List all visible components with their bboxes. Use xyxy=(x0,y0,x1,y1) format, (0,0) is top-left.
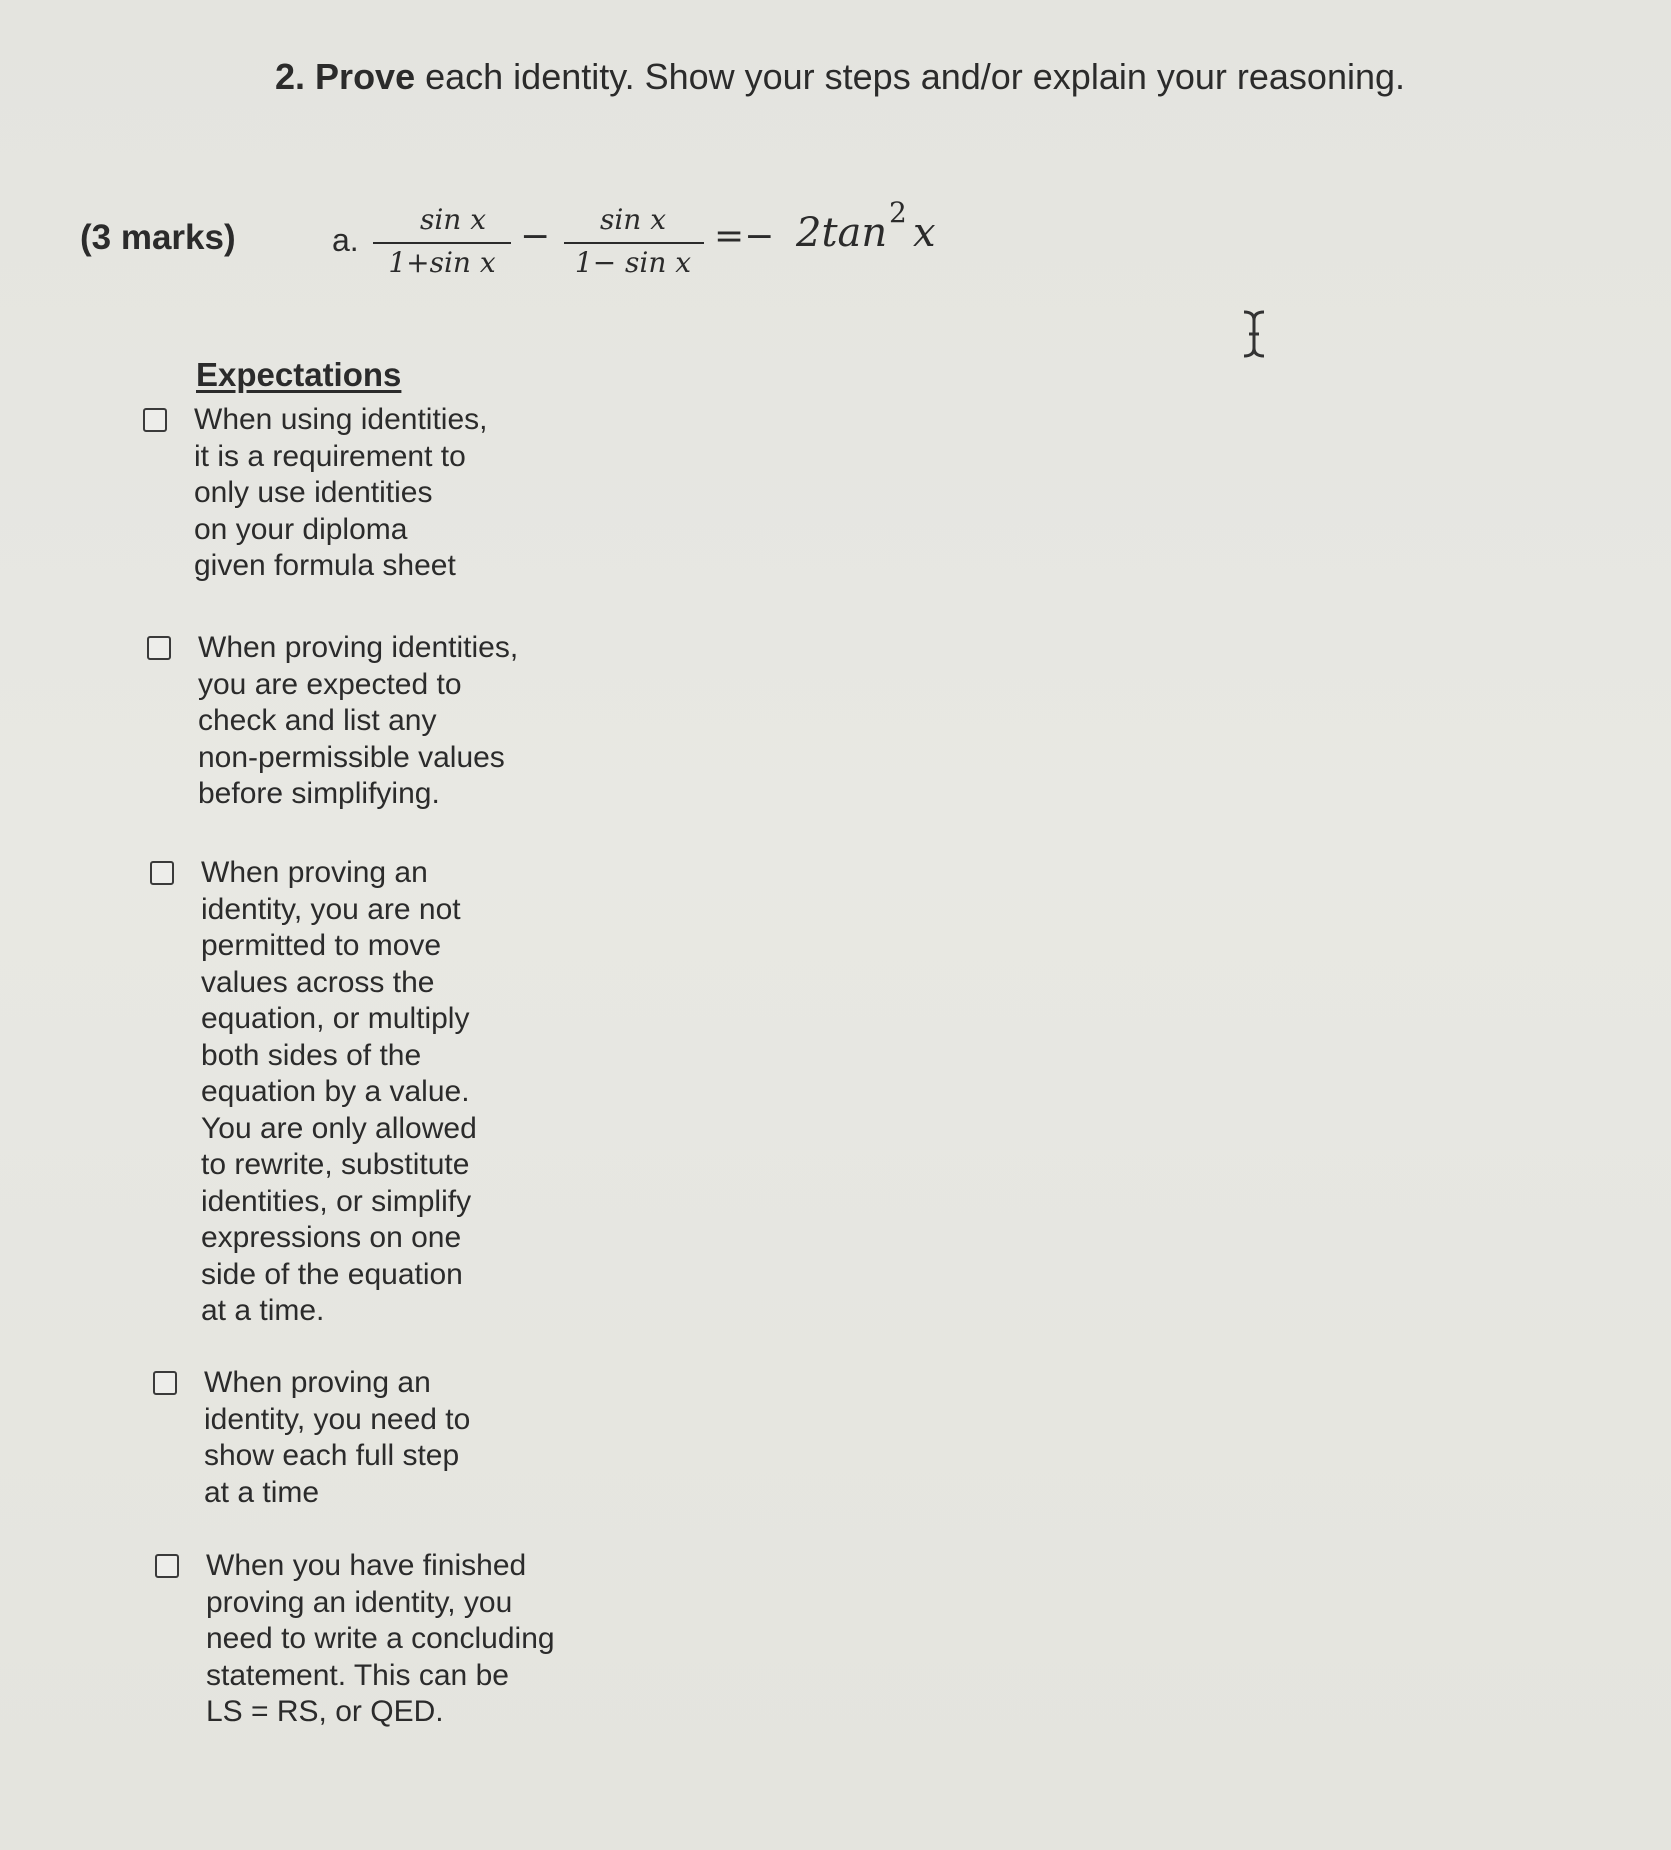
expectation-line: need to write a concluding xyxy=(206,1622,555,1655)
expectation-line: to rewrite, substitute xyxy=(201,1148,470,1181)
rhs-expression: 2tan xyxy=(796,210,888,256)
expectation-line: When proving identities, xyxy=(198,631,519,664)
expectation-line: When using identities, xyxy=(194,403,488,436)
expectation-line: identity, you need to xyxy=(204,1402,471,1436)
expectation-line: given formula sheet xyxy=(194,549,456,582)
term2-numerator: sin x xyxy=(599,203,667,236)
checkbox-icon[interactable] xyxy=(150,861,174,885)
expectation-line: show each full step xyxy=(204,1439,460,1472)
checkbox-icon[interactable] xyxy=(155,1554,179,1578)
expectation-item-identities xyxy=(194,402,488,585)
checkbox-icon[interactable] xyxy=(153,1371,177,1395)
rhs-variable: x xyxy=(913,210,936,256)
marks-label: (3 marks) xyxy=(80,218,236,257)
checkbox-icon[interactable] xyxy=(143,408,167,432)
expectation-line: side of the equation xyxy=(201,1257,463,1291)
question-number: 2. xyxy=(275,56,306,97)
expectation-line: non-permissible values xyxy=(198,740,505,774)
expectation-line: on your diploma xyxy=(194,512,408,546)
checkbox-icon[interactable] xyxy=(147,636,171,660)
expectation-line: values across the xyxy=(201,965,435,999)
minus-operator: − xyxy=(520,216,551,257)
expectation-line: only use identities xyxy=(194,476,433,509)
equals-sign: =− xyxy=(714,216,775,257)
text-cursor-icon xyxy=(1240,308,1268,360)
expectation-item-concluding-statement xyxy=(206,1548,555,1731)
expectation-line: permitted to move xyxy=(201,929,442,962)
expectation-line: proving an identity, you xyxy=(206,1585,513,1619)
expectation-line: LS = RS, or QED. xyxy=(206,1695,444,1728)
expectation-item-full-step xyxy=(204,1365,470,1511)
question-instructions: each identity. Show your steps and/or explain your reasoning. xyxy=(415,56,1406,97)
identity-equation xyxy=(368,198,948,298)
expectation-line: at a time xyxy=(204,1475,320,1509)
expectation-item-one-side xyxy=(201,855,477,1330)
expectations-title: Expectations xyxy=(196,356,402,393)
question-verb: Prove xyxy=(315,56,416,97)
expectation-line: When you have finished xyxy=(206,1549,527,1582)
expectation-line: equation by a value. xyxy=(201,1075,470,1108)
question-heading xyxy=(275,56,1405,98)
part-label: a. xyxy=(332,222,359,258)
term2-denominator: 1− sin x xyxy=(574,246,692,279)
expectation-line: statement. This can be xyxy=(206,1658,509,1692)
expectation-line: check and list any xyxy=(198,704,437,737)
expectation-item-npv xyxy=(198,630,518,813)
expectation-line: equation, or multiply xyxy=(201,1002,470,1035)
expectation-line: before simplifying. xyxy=(198,777,440,810)
term1-fraction-bar xyxy=(373,242,511,244)
expectation-line: identities, or simplify xyxy=(201,1184,472,1218)
expectation-line: When proving an xyxy=(204,1366,431,1399)
expectation-line: identity, you are not xyxy=(201,892,461,926)
expectation-line: both sides of the xyxy=(201,1038,422,1072)
expectation-line: you are expected to xyxy=(198,667,462,701)
expectation-line: expressions on one xyxy=(201,1221,462,1254)
term1-numerator: sin x xyxy=(419,203,487,236)
term1-denominator: 1+sin x xyxy=(388,246,496,279)
expectation-line: it is a requirement to xyxy=(194,439,466,473)
term2-fraction-bar xyxy=(564,242,704,244)
expectation-line: When proving an xyxy=(201,856,428,889)
expectation-line: You are only allowed xyxy=(201,1111,477,1145)
expectation-line: at a time. xyxy=(201,1294,325,1327)
rhs-exponent: 2 xyxy=(889,196,907,229)
